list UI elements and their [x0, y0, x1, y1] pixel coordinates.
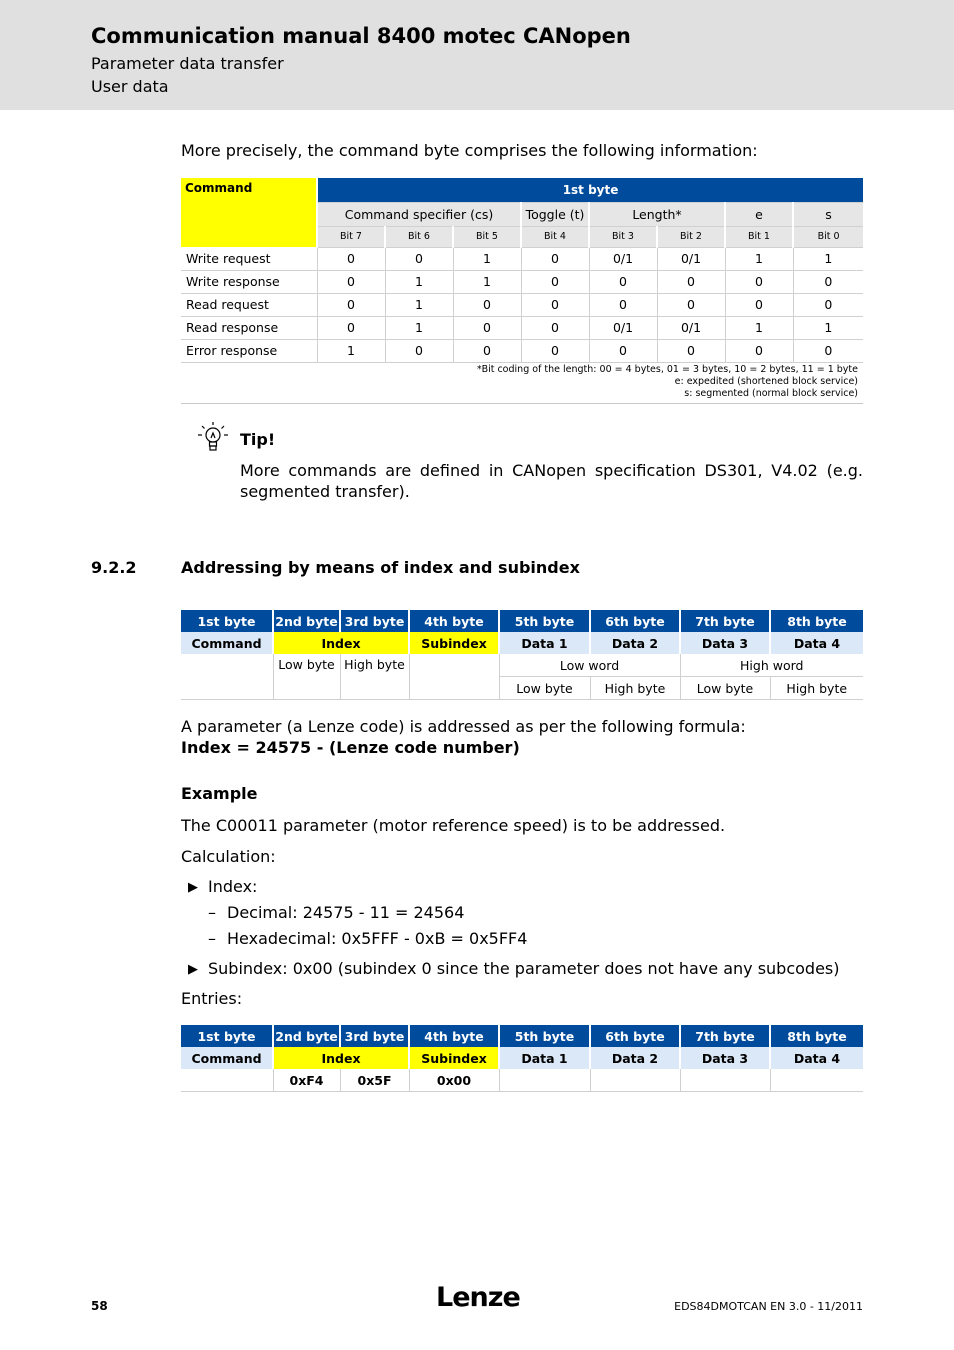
byte-header: 7th byte: [680, 610, 770, 632]
bit-value: 0: [317, 270, 385, 293]
lightbulb-icon: [196, 420, 230, 456]
doc-id: EDS84DMOTCAN EN 3.0 - 11/2011: [674, 1300, 863, 1313]
empty-cell: [181, 1069, 273, 1092]
tip-heading: Tip!: [240, 430, 276, 449]
calculation-label: Calculation:: [181, 847, 276, 866]
bit-value: 0/1: [589, 247, 657, 270]
bit-label: Bit 5: [453, 227, 521, 247]
low-word-high-byte: High byte: [590, 677, 680, 700]
bit-value: 0/1: [657, 316, 725, 339]
group-e: e: [725, 202, 793, 227]
section-title: User data: [91, 77, 169, 96]
dash-icon: –: [208, 929, 216, 948]
bit-value: 0: [589, 339, 657, 362]
bit-value: 1: [317, 339, 385, 362]
empty-cell: [680, 1069, 770, 1092]
empty-cell: [499, 1069, 590, 1092]
high-word-low-byte: Low byte: [680, 677, 770, 700]
bit-value: 1: [793, 316, 863, 339]
tip-text: More commands are defined in CANopen specification DS301, V4.02 (e.g. segmented transfer).: [240, 461, 863, 501]
bit-value: 0: [521, 293, 589, 316]
byte-header: 8th byte: [770, 610, 863, 632]
low-word: Low word: [499, 654, 680, 677]
index-low-byte: Low byte: [273, 654, 340, 700]
field-index: Index: [273, 1047, 409, 1069]
bullet-subindex: Subindex: 0x00 (subindex 0 since the parameter does not have any subcodes): [208, 959, 840, 978]
bit-value: 0: [725, 339, 793, 362]
field-subindex: Subindex: [409, 1047, 499, 1069]
byte-header: 4th byte: [409, 610, 499, 632]
page-number: 58: [91, 1299, 108, 1313]
byte-header: 3rd byte: [340, 1025, 409, 1047]
bit-value: 0/1: [589, 316, 657, 339]
byte-header: 5th byte: [499, 610, 590, 632]
bit-value: 0: [317, 316, 385, 339]
bit-value: 0: [725, 293, 793, 316]
field-data1: Data 1: [499, 632, 590, 654]
bit-label: Bit 3: [589, 227, 657, 247]
entries-label: Entries:: [181, 989, 243, 1008]
bit-value: 1: [725, 247, 793, 270]
byte-layout-table: [181, 610, 863, 700]
bit-value: 1: [385, 316, 453, 339]
table-footnote: [477, 364, 858, 400]
example-heading: Example: [181, 784, 258, 803]
group-s: s: [793, 202, 863, 227]
bit-value: 0: [657, 339, 725, 362]
bit-value: 0: [521, 247, 589, 270]
bit-value: 1: [725, 316, 793, 339]
formula: Index = 24575 - (Lenze code number): [181, 738, 520, 757]
field-data2: Data 2: [590, 1047, 680, 1069]
bullet-arrow-icon: ▶: [188, 880, 198, 895]
bit-value: 1: [453, 247, 521, 270]
bit-value: 0: [521, 270, 589, 293]
byte-header: 5th byte: [499, 1025, 590, 1047]
empty-cell: [181, 654, 273, 700]
group-length: Length*: [589, 202, 725, 227]
field-data2: Data 2: [590, 632, 680, 654]
bit-label: Bit 6: [385, 227, 453, 247]
page-header: [0, 0, 954, 110]
bit-value: 0/1: [657, 247, 725, 270]
bit-label: Bit 1: [725, 227, 793, 247]
bit-value: 1: [453, 270, 521, 293]
row-label: Error response: [181, 339, 317, 362]
manual-title: Communication manual 8400 motec CANopen: [91, 24, 631, 48]
hex-calc: Hexadecimal: 0x5FFF - 0xB = 0x5FF4: [227, 929, 528, 948]
bit-value: 0: [657, 270, 725, 293]
bit-value: 0: [317, 293, 385, 316]
high-word-high-byte: High byte: [770, 677, 863, 700]
bit-value: 0: [657, 293, 725, 316]
lenze-logo: Lenze: [436, 1282, 520, 1313]
empty-cell: [770, 1069, 863, 1092]
byte-header: 4th byte: [409, 1025, 499, 1047]
index-high-value: 0x5F: [340, 1069, 409, 1092]
table-row: [181, 316, 863, 339]
byte-header: 3rd byte: [340, 610, 409, 632]
divider: [181, 403, 863, 404]
bit-value: 0: [317, 247, 385, 270]
empty-cell: [590, 1069, 680, 1092]
chapter-title: Parameter data transfer: [91, 54, 284, 73]
bullet-index: Index:: [208, 877, 258, 896]
empty-cell: [409, 654, 499, 700]
bit-value: 0: [521, 339, 589, 362]
high-word: High word: [680, 654, 863, 677]
group-toggle: Toggle (t): [521, 202, 589, 227]
bit-value: 1: [385, 293, 453, 316]
byte-header: 8th byte: [770, 1025, 863, 1047]
index-low-value: 0xF4: [273, 1069, 340, 1092]
bit-label: Bit 4: [521, 227, 589, 247]
byte-header: 7th byte: [680, 1025, 770, 1047]
byte-header: 2nd byte: [273, 1025, 340, 1047]
intro-text: More precisely, the command byte comprises the following information:: [181, 141, 758, 160]
example-text: The C00011 parameter (motor reference speed) is to be addressed.: [181, 816, 726, 835]
field-data4: Data 4: [770, 632, 863, 654]
byte-header: 6th byte: [590, 1025, 680, 1047]
bit-label: Bit 2: [657, 227, 725, 247]
index-high-byte: High byte: [340, 654, 409, 700]
row-label: Write request: [181, 247, 317, 270]
byte-header: 1st byte: [181, 610, 273, 632]
bit-value: 0: [385, 339, 453, 362]
table-row: [181, 270, 863, 293]
table-row: [181, 293, 863, 316]
table-row: [181, 247, 863, 270]
group-cs: Command specifier (cs): [317, 202, 521, 227]
field-index: Index: [273, 632, 409, 654]
bit-label: Bit 0: [793, 227, 863, 247]
footnote-s: s: segmented (normal block service): [684, 388, 858, 399]
entries-table: [181, 1025, 863, 1092]
section-number: 9.2.2: [91, 558, 137, 577]
row-label: Read request: [181, 293, 317, 316]
row-label: Write response: [181, 270, 317, 293]
bit-value: 0: [793, 293, 863, 316]
bullet-arrow-icon: ▶: [188, 962, 198, 977]
bit-value: 0: [521, 316, 589, 339]
bit-value: 0: [453, 293, 521, 316]
command-corner-cell: Command: [181, 178, 317, 247]
low-word-low-byte: Low byte: [499, 677, 590, 700]
field-data1: Data 1: [499, 1047, 590, 1069]
footnote-e: e: expedited (shortened block service): [674, 376, 858, 387]
dash-icon: –: [208, 903, 216, 922]
section-heading: Addressing by means of index and subindex: [181, 558, 580, 577]
row-label: Read response: [181, 316, 317, 339]
bit-value: 0: [453, 339, 521, 362]
command-table: [181, 178, 863, 363]
bit-value: 0: [589, 293, 657, 316]
field-data4: Data 4: [770, 1047, 863, 1069]
field-data3: Data 3: [680, 632, 770, 654]
subindex-value: 0x00: [409, 1069, 499, 1092]
byte-header: 2nd byte: [273, 610, 340, 632]
bit-value: 0: [589, 270, 657, 293]
bit-value: 0: [793, 339, 863, 362]
decimal-calc: Decimal: 24575 - 11 = 24564: [227, 903, 465, 922]
bit-value: 0: [453, 316, 521, 339]
byte-header: 1st byte: [181, 1025, 273, 1047]
bit-value: 0: [725, 270, 793, 293]
first-byte-header: 1st byte: [317, 178, 863, 202]
bit-value: 0: [793, 270, 863, 293]
bit-value: 1: [793, 247, 863, 270]
field-subindex: Subindex: [409, 632, 499, 654]
bit-value: 0: [385, 247, 453, 270]
footnote-length: *Bit coding of the length: 00 = 4 bytes, 01 = 3 bytes, 10 = 2 bytes, 11 = 1 byte: [476, 364, 858, 375]
table-row: [181, 339, 863, 362]
formula-intro: A parameter (a Lenze code) is addressed as per the following formula:: [181, 717, 746, 736]
bit-label: Bit 7: [317, 227, 385, 247]
bit-value: 1: [385, 270, 453, 293]
field-command: Command: [181, 1047, 273, 1069]
field-command: Command: [181, 632, 273, 654]
field-data3: Data 3: [680, 1047, 770, 1069]
byte-header: 6th byte: [590, 610, 680, 632]
